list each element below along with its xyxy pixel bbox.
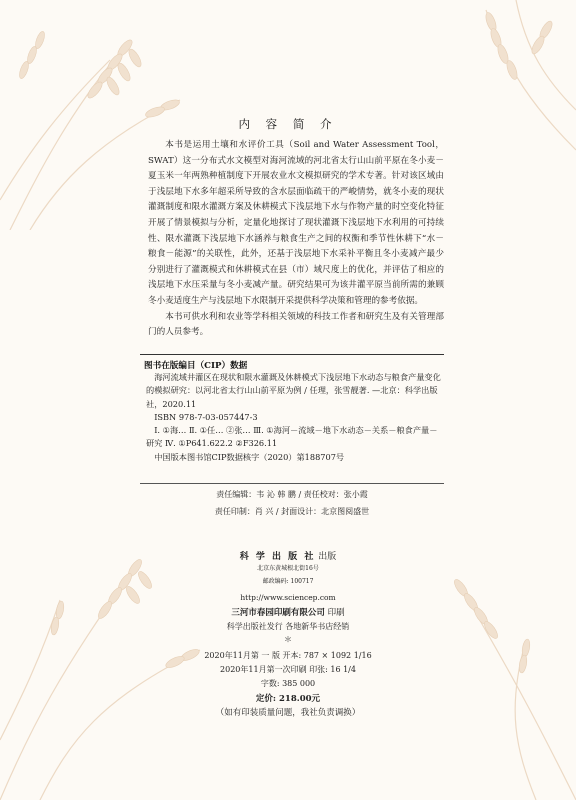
price: 定价: 218.00元 <box>255 694 321 704</box>
abstract-paragraph-1: 本书是运用土壤和水评价工具（Soil and Water Assessment Tool，SWAT）这一分布式水文模型对海河流域的河北省太行山山前平原在冬小麦－夏玉米一年两熟种植制度下开展农业水文模拟研究的学术专著。针对该区域由于浅层地下水多年超采所导致的含水层面临疏干的严峻情势，就冬小麦的现状灌溉制度和限水灌溉方案及休耕模式下浅层地下水与作物产量的时空变化特征开展了情景模拟与分析，定量化地探讨了现状灌溉下浅层地下水利用的可持续性、限水灌溉下浅层地下水涵养与粮食生产之间的权衡和季节性休耕下“水－粮食－能源”的关联性，此外，还基于浅层地下水采补平衡且冬小麦减产最少分别进行了灌溉模式和休耕模式在县（市）域尺度上的优化，并评估了相应的浅层地下水压采量与冬小麦减产量。研究结果可为该井灌平原当前所需的兼顾冬小麦适度生产与浅层地下水限制开采提供科学决策和管理的参考依据。 <box>148 140 444 306</box>
publisher-name: 科 学 出 版 社 <box>239 552 316 562</box>
cip-section <box>140 354 444 464</box>
printer-line <box>0 606 576 618</box>
page-title: 内 容 简 介 <box>238 117 338 131</box>
printer-name: 三河市春园印刷有限公司 <box>231 608 325 618</box>
publisher-address: 北京东黄城根北街16号 <box>257 565 319 572</box>
credits-production: 责任印制：肖 兴 / 封面设计：北京图阅盛世 <box>214 507 370 516</box>
publisher-website: http://www.sciencep.com <box>240 593 336 602</box>
cip-body <box>146 371 444 464</box>
cip-divider <box>140 483 444 484</box>
cip-isbn: ISBN 978-7-03-057447-3 <box>154 411 258 422</box>
edition-info: 2020年11月第 一 版 开本: 787 × 1092 1/16 <box>204 651 372 660</box>
printing-info: 2020年11月第一次印刷 印张: 16 1/4 <box>220 665 356 674</box>
publisher-line <box>0 549 576 562</box>
cip-citation: 海河流域井灌区在现状和限水灌溉及休耕模式下浅层地下水动态与粮食产量变化的模拟研究：以河北省太行山山前平原为例 / 任理，张雪靓著. —北京：科学出版社，2020.11 <box>146 372 441 409</box>
publisher-action: 出版 <box>318 552 337 562</box>
printer-action: 印刷 <box>327 608 345 618</box>
word-count: 字数: 385 000 <box>260 679 316 688</box>
credits-editors: 责任编辑：韦 沁 韩 鹏 / 责任校对：张小霞 <box>216 490 368 499</box>
cip-subjects: Ⅰ. ①海… Ⅱ. ①任… ②张… Ⅲ. ①海河－流域－地下水动态－关系－粮食产量－研究 Ⅳ. ①P641.622.2 ②F326.11 <box>146 425 438 449</box>
publisher-postcode: 邮政编码: 100717 <box>262 578 314 585</box>
cip-record-number: 中国版本图书馆CIP数据核字（2020）第188707号 <box>154 451 345 462</box>
divider-star: ＊ <box>284 635 292 644</box>
cip-heading: 图书在版编目（CIP）数据 <box>144 361 248 371</box>
quality-notice: （如有印装质量问题，我社负责调换） <box>215 708 361 718</box>
abstract-section <box>148 138 444 341</box>
abstract-paragraph-2: 本书可供水利和农业等学科相关领域的科技工作者和研究生及有关管理部门的人员参考。 <box>148 311 444 338</box>
distribution-line: 科学出版社发行 各地新华书店经销 <box>226 622 350 631</box>
